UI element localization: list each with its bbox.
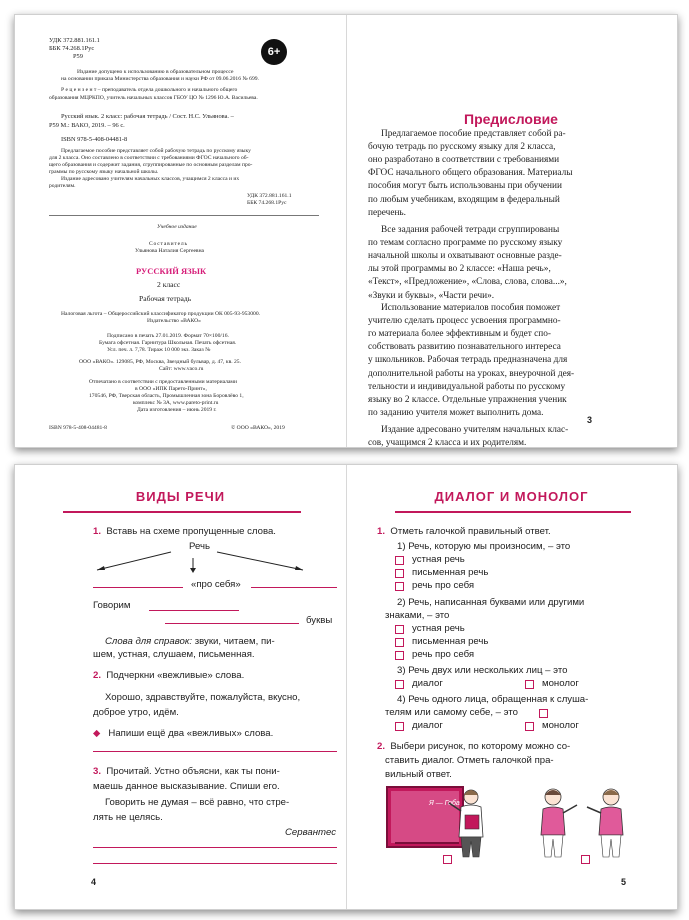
udk-code-2: УДК 372.881.161.1 [247,193,292,199]
picture2-checkbox[interactable] [581,855,590,864]
p5-task2-line-3: вильный ответ. [385,769,452,780]
scheme-arrowhead-down [190,568,196,573]
printed-line-1: Отпечатано в соответствии с предоставленными материалами [89,379,237,385]
subtask-text: Напиши ещё два «вежливых» слова. [108,728,274,739]
quote-line-2: лять не целясь. [93,812,163,823]
q4-option-2: монолог [542,720,579,731]
preface-line: Все задания рабочей тетради сгруппированы [381,225,560,235]
q4-checkbox-1[interactable] [395,722,404,731]
p5-task2-number: 2. [377,741,386,752]
q4-line-2: телям или самому себе, – это [385,707,518,718]
scheme-right-label: буквы [306,615,333,626]
task3-line-2: маешь данное высказывание. Спиши его. [93,781,280,792]
reviewer-line-2: образования МЦРКПО, учитель начальных классов ГБОУ ЦО № 1296 Ю.А. Васильева. [49,95,258,101]
preface-line: Предлагаемое пособие представляет собой ра- [381,129,566,139]
bbk-code: ББК 74.268.1Рус [49,45,95,52]
age-rating-badge: 6+ [261,39,287,65]
p5-task2-line-1: Выбери рисунок, по которому можно со- [390,741,571,752]
board-writing: Я — Гоба [429,800,460,807]
child1-pants [543,835,563,857]
edition-type: Учебное издание [157,224,197,230]
q1-option-3: речь про себя [412,580,475,591]
child2-arm [587,807,601,813]
preface-line: го материала более эффективным и будет спо- [368,329,551,340]
answer-line-4[interactable] [165,623,299,624]
task3-number: 3. [93,766,102,777]
task3-text [93,766,280,778]
hint-line-1 [105,636,275,648]
quote-author: Сервантес [285,827,337,838]
reviewer-line-1: Р е ц е н з е н т – преподаватель отдела дошкольного и начального общего [61,87,238,93]
page5-heading: ДИАЛОГ И МОНОЛОГ [434,489,589,504]
preface-line: пособия могут быть использованы при обучении [368,181,562,192]
answer-line-3[interactable] [149,610,239,611]
page-number-5: 5 [621,877,627,887]
preface-line: сов, учащимся 2 класса и их родителям. [368,438,527,449]
production-date: Дата изготовления – июнь 2019 г. [137,407,217,413]
preface-line: бочую тетрадь по русскому языку для 2 класса, [368,142,556,153]
quote-line-1: Говорить не думая – всё равно, что стре- [105,797,290,808]
q3-text: 3) Речь двух или нескольких лиц – это [397,665,568,676]
picture-children-dialogue [525,781,641,863]
p5-task1-number: 1. [377,526,386,537]
q1-option-2: письменная речь [412,567,489,578]
diamond-icon: ◆ [93,728,101,739]
task2-number: 2. [93,670,102,681]
q2-option-3: речь про себя [412,649,475,660]
bbk-code-2: ББК 74.268.1Рус [247,200,287,206]
q1-checkbox-3[interactable] [395,582,404,591]
annotation-line-2: для 2 класса. Оно составлено в соответствии с требованиями ФГОС начального об- [49,155,249,161]
page-fold [346,15,347,447]
preface-line: лы этой программы во 2 классе: «Наша речь», [368,264,551,275]
task2-text [93,670,244,682]
task2-words-2: доброе утро, идём. [93,707,179,718]
subtask [93,728,273,740]
preface-line: языку во 2 классе. Отдельные упражнения ученик [368,394,567,405]
footer-isbn: ISBN 978-5-408-04481-8 [49,425,107,431]
task1-instruction: Вставь на схеме пропущенные слова. [106,526,276,537]
printed-line-4: комплекс № 3А, www.pareto-print.ru [133,400,219,406]
answer-line-6[interactable] [93,847,337,848]
isbn: ISBN 978-5-408-04481-8 [61,136,128,143]
annotation-line-1: Предлагаемое пособие представляет собой рабочую тетрадь по русскому языку [61,148,251,154]
scheme-middle: «про себя» [191,579,241,590]
tax-line-2: Издательство «ВАКО» [147,318,201,324]
task2-instruction: Подчеркни «вежливые» слова. [106,670,245,681]
q2-option-1: устная речь [412,623,465,634]
task3-line-1: Прочитай. Устно объясни, как ты пони- [106,766,280,777]
preface-title: Предисловие [464,111,558,127]
preface-line: перечень. [368,207,406,218]
q2-line-2: знаками, – это [385,610,450,621]
preface-line: Издание адресовано учителям начальных клас- [381,425,569,435]
q2-checkbox-1[interactable] [395,625,404,634]
annotation-line-5: Издание адресовано учителям начальных классов, учащимся 2 класса и их [61,176,240,182]
q2-checkbox-3[interactable] [395,651,404,660]
approval-line-2: на основании приказа Министерства образования и науки РФ от 09.06.2016 № 699. [61,76,259,82]
child1-arm [563,805,577,813]
page-fold [346,465,347,909]
print-line-1: Подписано в печать 27.01.2019. Формат 70×100/16. [107,333,229,339]
q1-option-1: устная речь [412,554,465,565]
p5-task1-instruction: Отметь галочкой правильный ответ. [390,526,551,537]
preface-line: Использование материалов пособия поможет [381,303,561,313]
footer-copyright: © ООО «ВАКО», 2019 [231,425,285,431]
q4-line-1: 4) Речь одного лица, обращенная к слуша- [397,694,589,705]
q2-checkbox-2[interactable] [395,638,404,647]
page-number-3: 3 [587,415,593,425]
teacher-book [465,815,479,829]
bibliographic-line-2: Р59 М.: ВАКО, 2019. – 96 с. [49,122,125,129]
preface-line: начальной школы и охватывают основные разде- [368,251,562,262]
scheme-arrow-right [217,552,303,570]
q2-line-1: 2) Речь, написанная буквами или другими [397,597,585,608]
annotation-line-6: родителям. [49,183,76,189]
task1-number: 1. [93,526,102,537]
bibliographic-line-1: Русский язык. 2 класс: рабочая тетрадь / Сост. Н.С. Ульянова. – [61,113,234,120]
preface-line: по темам согласно программе по русскому языку [368,238,563,249]
imprint-divider [49,215,319,216]
scheme-arrowhead-left [97,566,105,570]
q3-option-2: монолог [542,678,579,689]
print-line-2: Бумага офсетная. Гарнитура Школьная. Печать офсетная. [99,340,237,346]
q1-text: 1) Речь, которую мы произносим, – это [397,541,571,552]
printed-line-3: 170546, РФ, Тверская область, Промышленная зона Боровлёво 1, [89,393,244,399]
answer-line-7[interactable] [93,863,337,864]
q3-option-1: диалог [412,678,443,689]
preface-line: «Звуки и буквы», «Части речи». [368,290,495,301]
preface-line: дополнительной работы на уроках, внеурочной дея- [368,368,575,379]
scheme-left-label: Говорим [93,600,131,611]
page4-heading-rule [63,511,301,513]
print-line-3: Усл. печ. л. 7,78. Тираж 10 000 экз. Заказ № [107,347,211,353]
task2-words-1: Хорошо, здравствуйте, пожалуйста, вкусно, [105,692,301,703]
p5-task1-text [377,526,551,538]
tax-line-1: Налоговая льгота – Общероссийский классификатор продукции ОК 005-93-953000. [61,311,261,317]
preface-line: «Текст», «Предложение», «Слова, слова, слова...», [368,277,567,288]
answer-line-2[interactable] [251,587,337,588]
picture1-checkbox[interactable] [443,855,452,864]
printed-line-2: в ООО «ИПК Парето-Принт», [135,386,207,392]
hint-words-1: звуки, читаем, пи- [194,636,275,647]
page5-heading-rule [395,511,631,513]
page4-heading: ВИДЫ РЕЧИ [135,489,226,504]
compiler-name: Ульянова Наталия Сергеевна [135,248,205,254]
publisher-line-1: ООО «ВАКО». 129085, РФ, Москва, Звездный бульвар, д. 47, кв. 25. [79,359,241,365]
answer-line-5[interactable] [93,751,337,752]
child2-pants [601,835,621,857]
preface-line: ФГОС начального общего образования. Материалы [368,168,573,179]
p5-task2-line-2: ставить диалог. Отметь галочкой пра- [385,755,554,766]
bottom-spread [14,464,678,910]
hint-label: Слова для справок: [105,636,193,647]
scheme-arrow-left [97,552,171,570]
q2-option-2: письменная речь [412,636,489,647]
teacher-hair [464,790,478,795]
udk-code: УДК 372.881.161.1 [49,37,100,44]
q4-checkbox-2[interactable] [525,722,534,731]
child2-shirt [599,807,623,835]
answer-line-1[interactable] [93,587,183,588]
preface-line: оно разработано в соответствии с требованиями [368,155,560,166]
p5-task2-text [377,741,570,753]
author-code: Р59 [73,53,83,60]
scheme-arrowhead-right [295,566,303,570]
chalkboard-surface [391,791,459,843]
teacher-trousers [461,837,481,857]
preface-line: по заданию учителя может выполнить дома. [368,407,544,418]
page-number-4: 4 [91,877,97,887]
preface-line: у школьников. Рабочая тетрадь предназначена для [368,355,568,366]
compiler-label: Составитель [149,241,188,247]
annotation-line-3: щего образования и содержит задания, сгруппированные по основным разделам про- [49,162,253,168]
preface-line: по любым учебникам, входящим в федеральный [368,194,560,205]
scheme-root: Речь [189,541,210,552]
top-spread [14,14,678,448]
q3-checkbox-1[interactable] [395,680,404,689]
q4-answer-checkbox[interactable] [539,709,548,718]
approval-line-1: Издание допущено к использованию в образовательном процессе [77,69,234,75]
hint-words-2: шем, устная, слушаем, письменная. [93,649,255,660]
q4-option-1: диалог [412,720,443,731]
task1-text [93,526,276,538]
q3-checkbox-2[interactable] [525,680,534,689]
preface-line: учителю сделать процесс усвоения программно- [368,316,561,327]
publisher-line-2: Сайт: www.vaco.ru [159,366,204,372]
preface-line: тельности и индивидуальной работы по русскому [368,381,566,392]
book-type: Рабочая тетрадь [139,294,192,303]
book-title: РУССКИЙ ЯЗЫК [136,266,207,276]
child1-shirt [541,807,565,835]
q1-checkbox-2[interactable] [395,569,404,578]
picture-teacher-monologue [385,781,495,863]
grade: 2 класс [157,280,181,289]
annotation-line-4: граммы по русскому языку начальной школы. [49,169,159,175]
preface-line: собствовать развитию познавательного интереса [368,342,561,353]
q1-checkbox-1[interactable] [395,556,404,565]
